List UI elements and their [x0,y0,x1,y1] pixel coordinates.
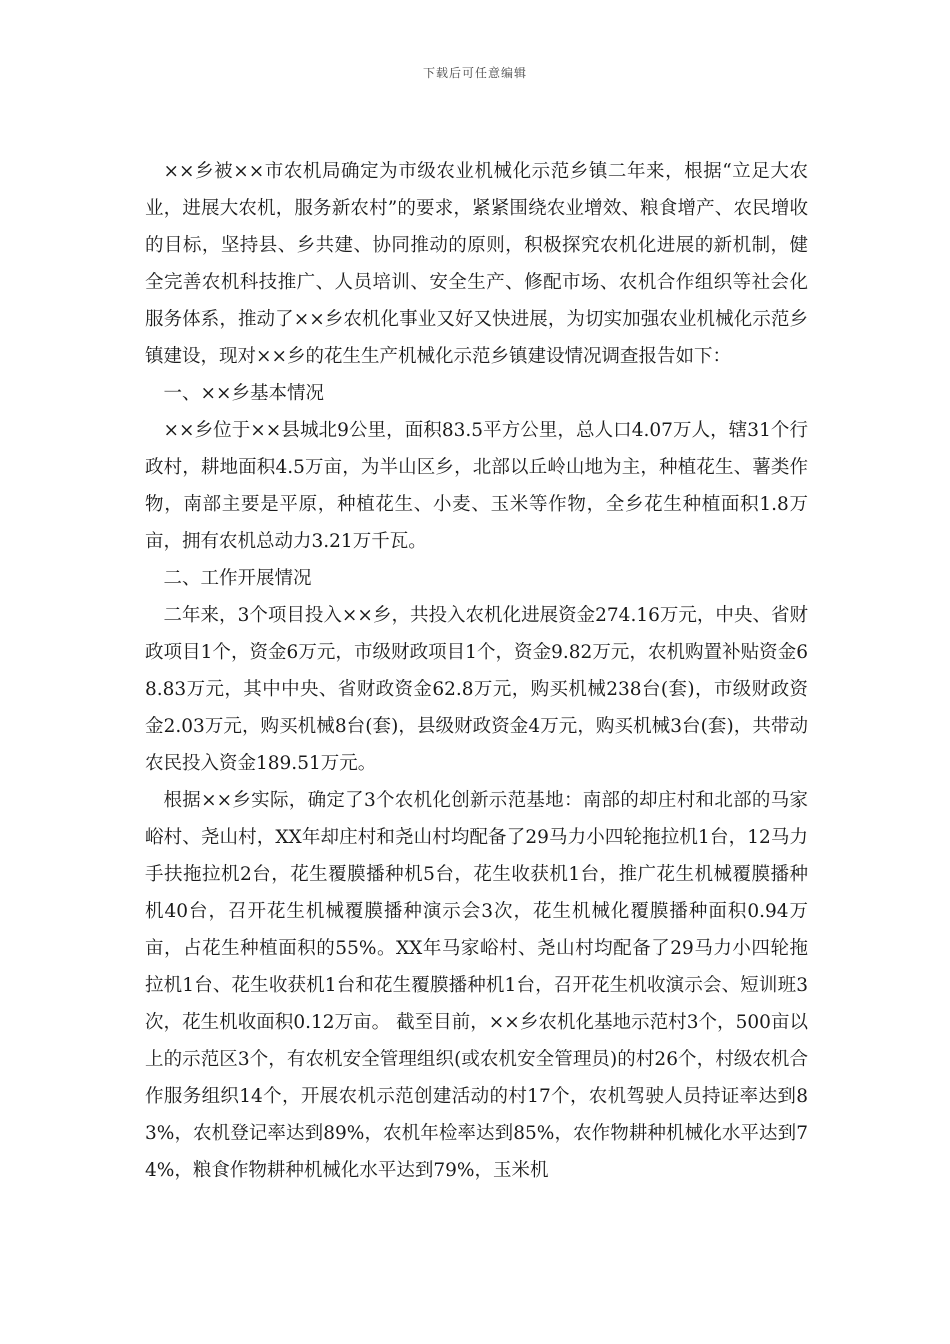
page-header: 下载后可任意编辑 [422,66,527,80]
demonstration-base-paragraph: 根据××乡实际，确定了3个农机化创新示范基地：南部的却庄村和北部的马家峪村、尧山村，XX年却庄村和尧山村均配备了29马力小四轮拖拉机1台，12马力手扶拖拉机2台，花生覆膜播种机5台，花生收获机1台，推广花生机械覆膜播种机40台，召开花生机械覆膜播种演示会3次，花生机械化覆膜播种面积0.94万亩，占花生种植面积的55%。XX年马家峪村、尧山村均配备了29马力小四轮拖拉机1台、花生收获机1台和花生覆膜播种机1台，召开花生机收演示会、短训班3次，花生机收面积0.12万亩。 截至目前，××乡农机化基地示范村3个，500亩以上的示范区3个，有农机安全管理组织(或农机安全管理员)的村26个，村级农机合作服务组织14个，开展农机示范创建活动的村17个，农机驾驶人员持证率达到83%，农机登记率达到89%，农机年检率达到85%，农作物耕种机械化水平达到74%，粮食作物耕种机械化水平达到79%，玉米机 [145,790,808,1181]
basic-info-paragraph: ××乡位于××县城北9公里，面积83.5平方公里，总人口4.07万人，辖31个行政村，耕地面积4.5万亩，为半山区乡，北部以丘岭山地为主，种植花生、薯类作物，南部主要是平原，种植花生、小麦、玉米等作物，全乡花生种植面积1.8万亩，拥有农机总动力3.21万千瓦。 [145,420,808,552]
document-body [145,153,808,1189]
section-heading-work-progress: 二、工作开展情况 [163,568,312,589]
section-heading-basic-info: 一、××乡基本情况 [163,383,325,404]
intro-paragraph: ××乡被××市农机局确定为市级农业机械化示范乡镇二年来，根据“立足大农业，进展大农机，服务新农村”的要求，紧紧围绕农业增效、粮食增产、农民增收的目标，坚持县、乡共建、协同推动的原则，积极探究农机化进展的新机制，健全完善农机科技推广、人员培训、安全生产、修配市场、农机合作组织等社会化服务体系，推动了××乡农机化事业又好又快进展，为切实加强农业机械化示范乡镇建设，现对××乡的花生生产机械化示范乡镇建设情况调查报告如下： [145,161,808,367]
funding-paragraph: 二年来，3个项目投入××乡，共投入农机化进展资金274.16万元，中央、省财政项目1个，资金6万元，市级财政项目1个，资金9.82万元，农机购置补贴资金68.83万元，其中中央、省财政资金62.8万元，购买机械238台(套)，市级财政资金2.03万元，购买机械8台(套)，县级财政资金4万元，购买机械3台(套)，共带动农民投入资金189.51万元。 [145,605,808,774]
